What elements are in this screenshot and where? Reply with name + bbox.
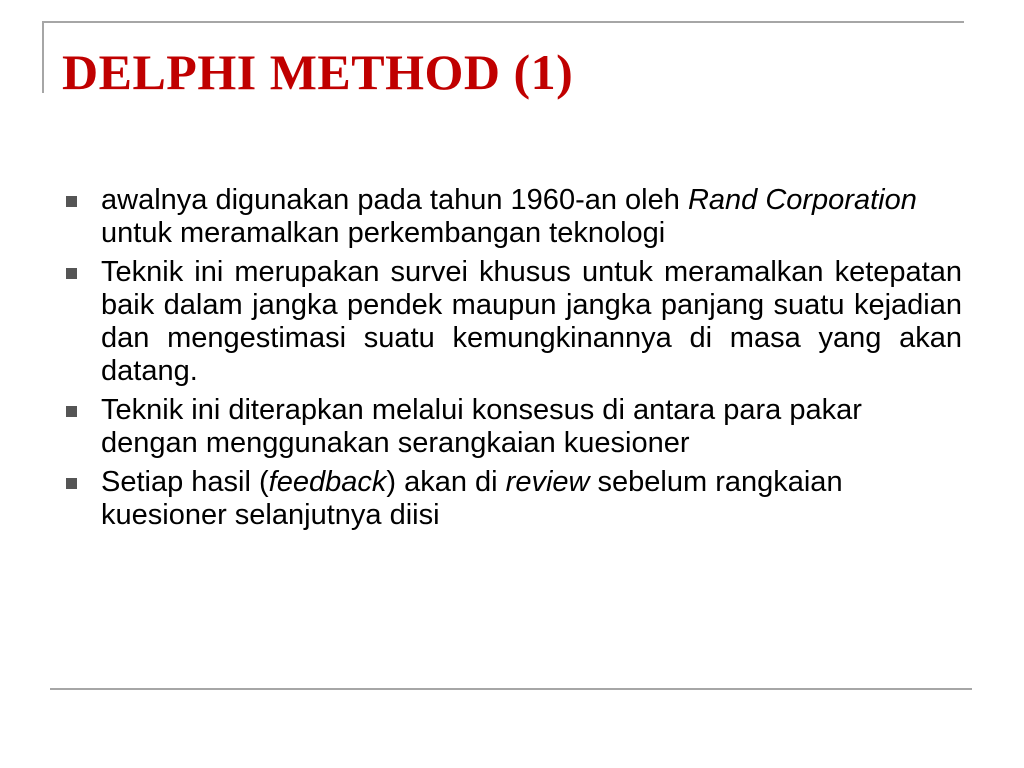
square-bullet-icon	[66, 196, 77, 207]
square-bullet-icon	[66, 268, 77, 279]
bullet-text: ) akan di	[386, 466, 506, 498]
bullet-list	[64, 184, 962, 538]
frame-top-line	[42, 21, 964, 23]
bullet-item	[64, 466, 962, 532]
bullet-text: untuk meramalkan perkembangan teknologi	[101, 217, 666, 249]
slide-title: DELPHI METHOD (1)	[62, 44, 574, 100]
frame-bottom-line	[50, 688, 972, 690]
frame-left-line	[42, 21, 44, 93]
bullet-item	[64, 256, 962, 388]
bullet-text: Teknik ini diterapkan melalui konsesus di antara para pakar dengan menggunakan serangkaian kuesioner	[101, 394, 862, 459]
bullet-text: awalnya digunakan pada tahun 1960-an oleh	[101, 184, 688, 216]
bullet-text: review	[505, 466, 590, 498]
bullet-text: Rand Corporation	[687, 184, 917, 216]
bullet-text: Setiap hasil (	[101, 466, 269, 498]
square-bullet-icon	[66, 406, 77, 417]
square-bullet-icon	[66, 478, 77, 489]
bullet-text: Teknik ini merupakan survei khusus untuk meramalkan ketepatan baik dalam jangka pendek maupun jangka panjang suatu kejadian dan mengestimasi suatu kemungkinannya di masa yang akan datang.	[101, 256, 962, 387]
bullet-text: feedback	[268, 466, 387, 498]
bullet-text: sebelum rangkaian kuesioner selanjutnya diisi	[101, 466, 843, 531]
bullet-item	[64, 184, 962, 250]
bullet-item	[64, 394, 962, 460]
